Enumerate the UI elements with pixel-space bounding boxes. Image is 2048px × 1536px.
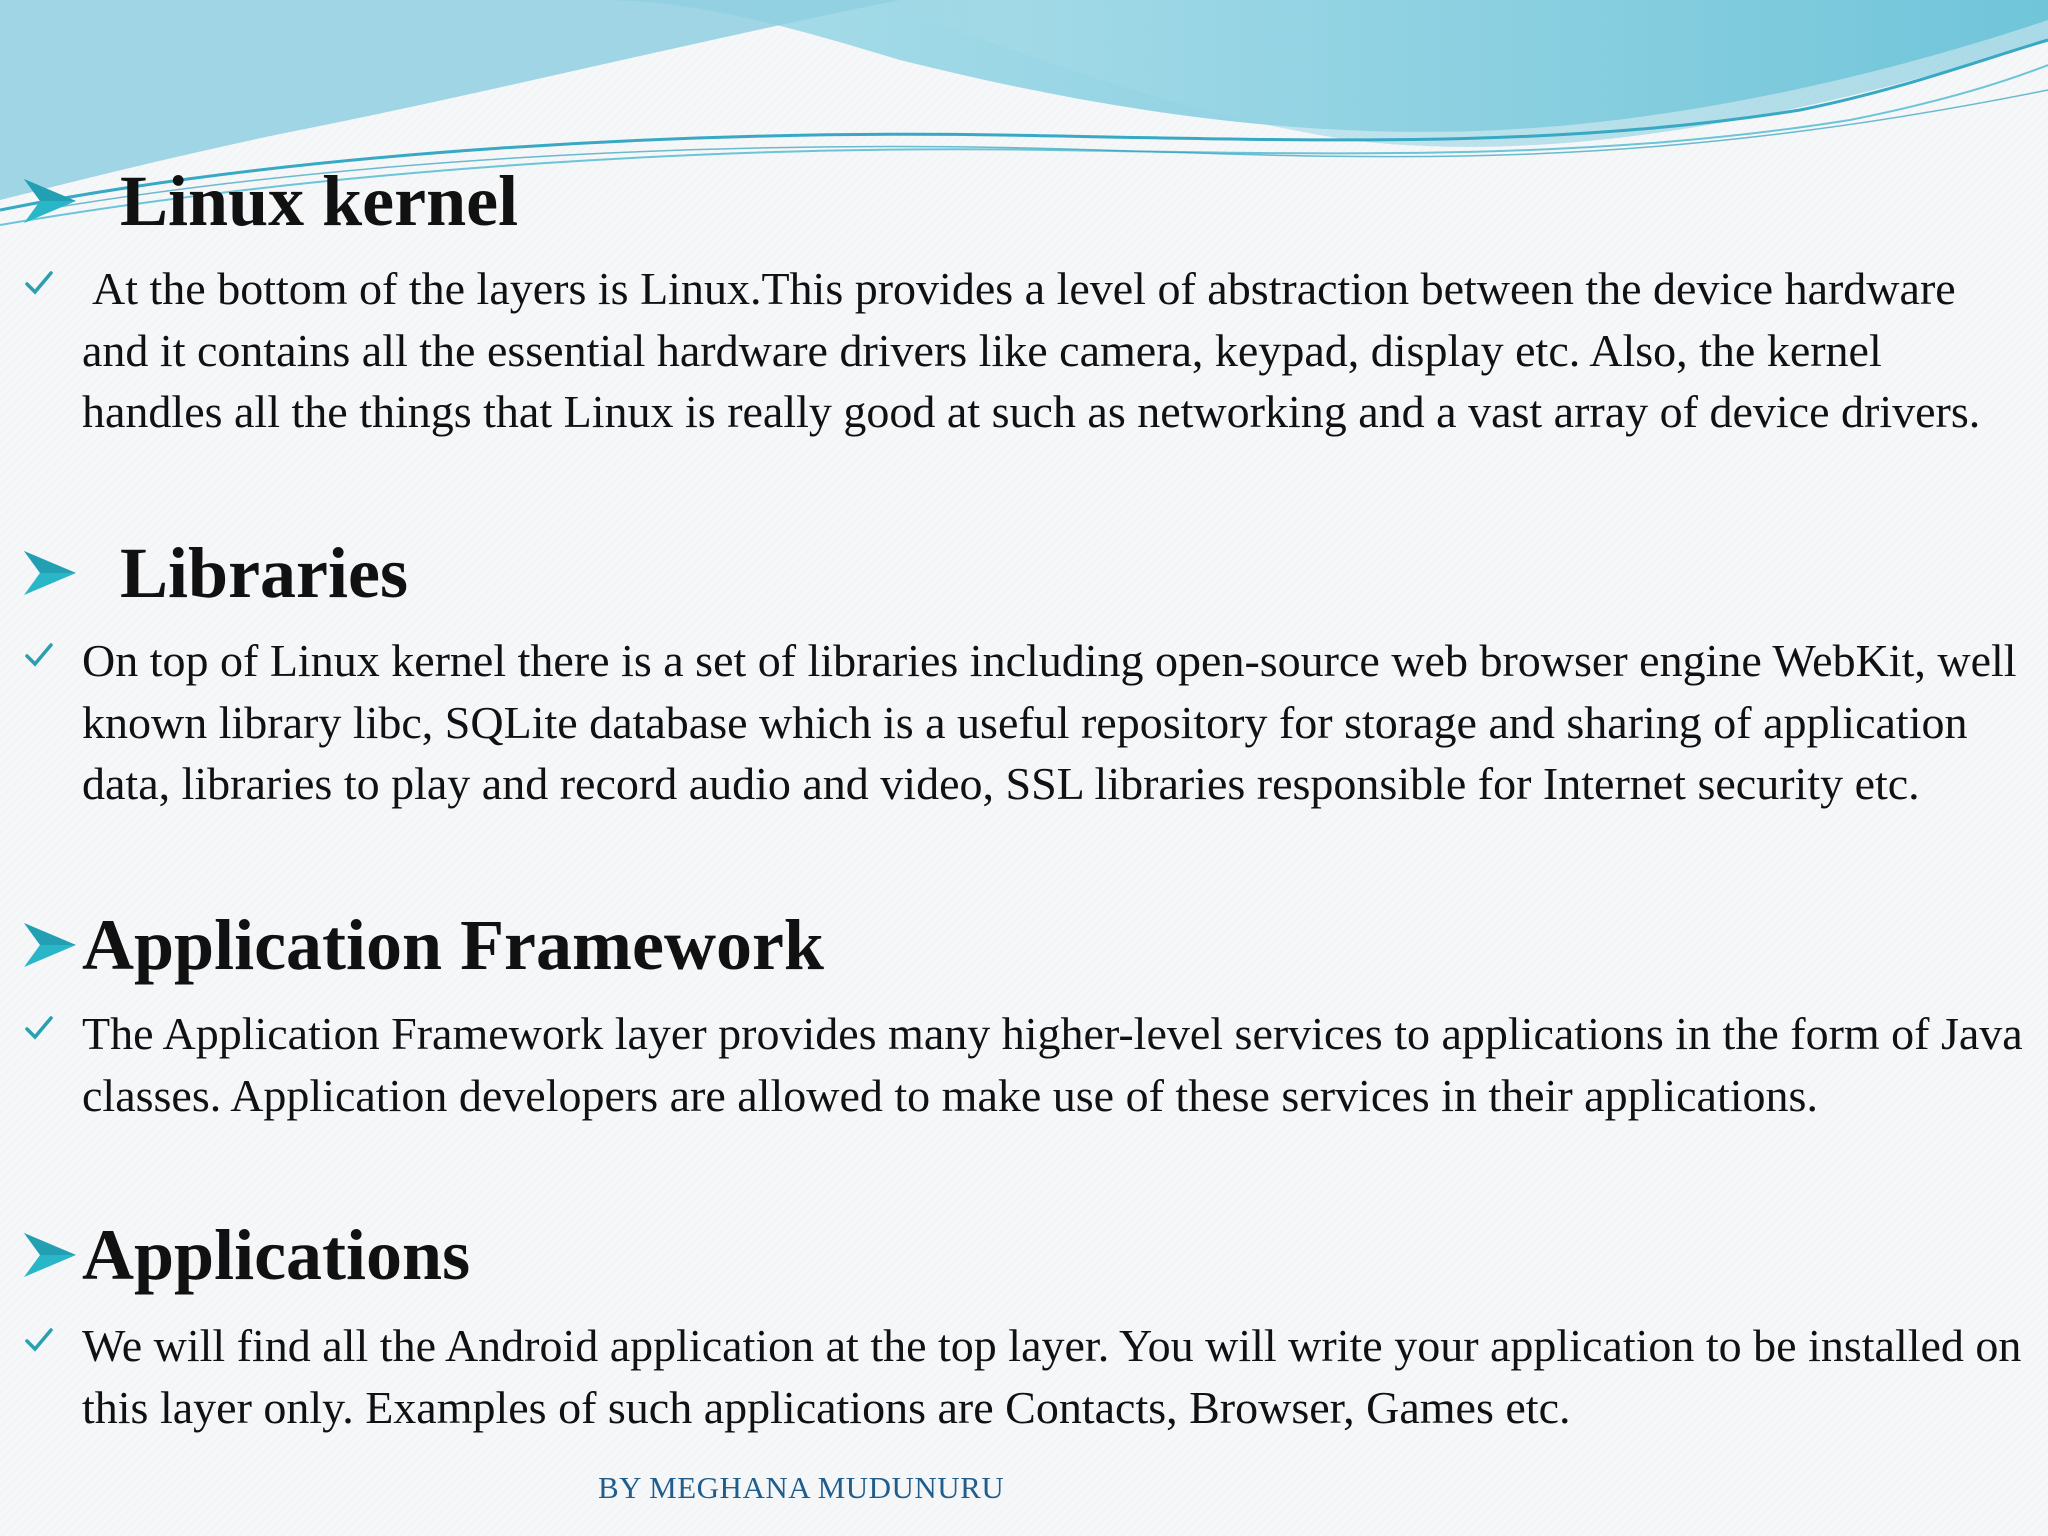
bullet-applications — [24, 1315, 2022, 1438]
bullet-application-framework — [24, 1003, 2023, 1126]
checkmark-icon — [24, 1325, 54, 1355]
checkmark-icon — [24, 268, 54, 298]
heading-text: Linux kernel — [120, 161, 519, 241]
bullet-text: At the bottom of the layers is Linux.This provides a level of abstraction between the device hardware and it contains all the essential hardware drivers like camera, keypad, display etc. Also, the kernel handles all the things that Linux is really good at such as networking and a vast array of device drivers. — [82, 263, 1981, 437]
heading-libraries — [22, 533, 408, 613]
heading-text: Applications — [82, 1215, 471, 1295]
checkmark-icon — [24, 1013, 54, 1043]
arrowhead-bullet-icon — [22, 1229, 78, 1281]
bullet-text: On top of Linux kernel there is a set of libraries including open-source web browser engine WebKit, well known library libc, SQLite database which is a useful repository for storage and sharing of application data, libraries to play and record audio and video, SSL libraries responsible for Internet security etc. — [82, 635, 2017, 809]
heading-applications — [22, 1215, 471, 1295]
arrowhead-bullet-icon — [22, 547, 78, 599]
footer-author: BY MEGHANA MUDUNURU — [598, 1470, 1005, 1505]
heading-application-framework — [22, 905, 824, 985]
bullet-linux-kernel — [24, 258, 2014, 443]
heading-text: Libraries — [120, 533, 408, 613]
arrowhead-bullet-icon — [22, 175, 78, 227]
heading-linux-kernel — [22, 161, 519, 241]
bullet-text: We will find all the Android application at the top layer. You will write your application to be installed on this layer only. Examples of such applications are Contacts, Browser, Games etc. — [82, 1320, 2022, 1433]
bullet-text: The Application Framework layer provides many higher-level services to applications in the form of Java classes. Application developers are allowed to make use of these services in their applications. — [82, 1008, 2023, 1121]
bullet-libraries — [24, 630, 2017, 815]
checkmark-icon — [24, 640, 54, 670]
arrowhead-bullet-icon — [22, 919, 78, 971]
heading-text: Application Framework — [82, 905, 824, 985]
